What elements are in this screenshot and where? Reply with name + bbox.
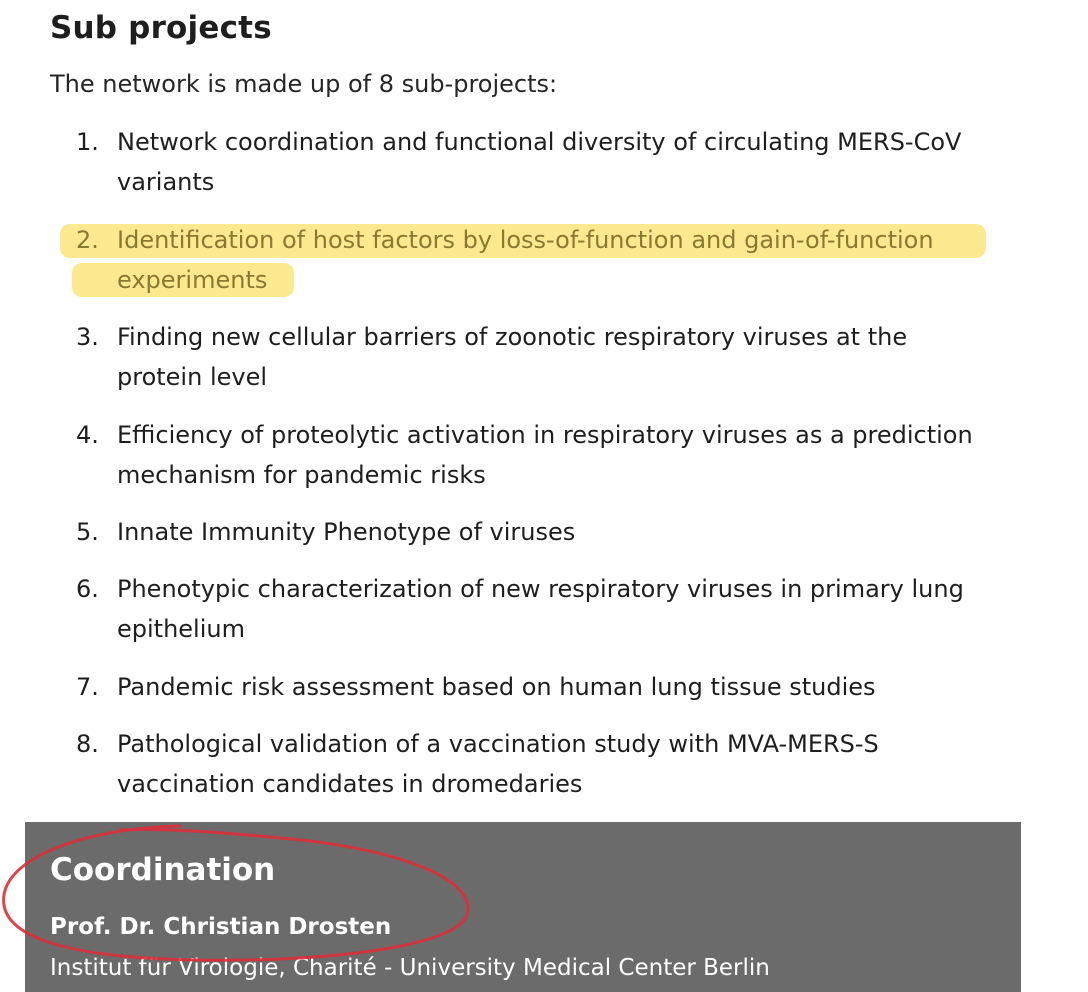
list-item [0,317,1000,397]
list-item-number: 7. [76,673,99,701]
list-item-number: 1. [76,128,99,156]
list-item [0,415,1000,495]
page-title: Sub projects [50,10,272,46]
list-item-highlighted [0,220,1000,300]
list-item-number: 2. [76,226,99,254]
list-item-text: Innate Immunity Phenotype of viruses [117,518,576,546]
list-item-number: 3. [76,323,99,351]
list-item-text: Pathological validation of a vaccination study with MVA-MERS-S vaccination candidates in dromedaries [117,730,879,798]
list-item-number: 5. [76,518,99,546]
list-item-text: Network coordination and functional diversity of circulating MERS-CoV variants [117,128,962,196]
coordinator-institution: Institut für Virologie, Charité - University Medical Center Berlin [50,955,770,981]
list-item [0,122,1000,202]
list-item-text: Pandemic risk assessment based on human lung tissue studies [117,673,876,701]
list-item-text: Phenotypic characterization of new respiratory viruses in primary lung epithelium [117,575,964,643]
list-item-text: Finding new cellular barriers of zoonotic respiratory viruses at the protein level [117,323,908,391]
list-item-number: 4. [76,421,99,449]
coordinator-name: Prof. Dr. Christian Drosten [50,914,392,940]
list-item [0,667,1000,707]
list-item [0,569,1000,649]
list-item [0,512,1000,552]
coordination-title: Coordination [50,852,276,888]
coordination-panel [25,822,1021,992]
list-item-number: 6. [76,575,99,603]
list-item-text: Identification of host factors by loss-of-function and gain-of-function experiments [117,226,934,294]
list-item-number: 8. [76,730,99,758]
intro-text: The network is made up of 8 sub-projects: [50,70,558,98]
list-item [0,724,1000,804]
list-item-text: Efficiency of proteolytic activation in respiratory viruses as a prediction mechanism for pandemic risks [117,421,973,489]
